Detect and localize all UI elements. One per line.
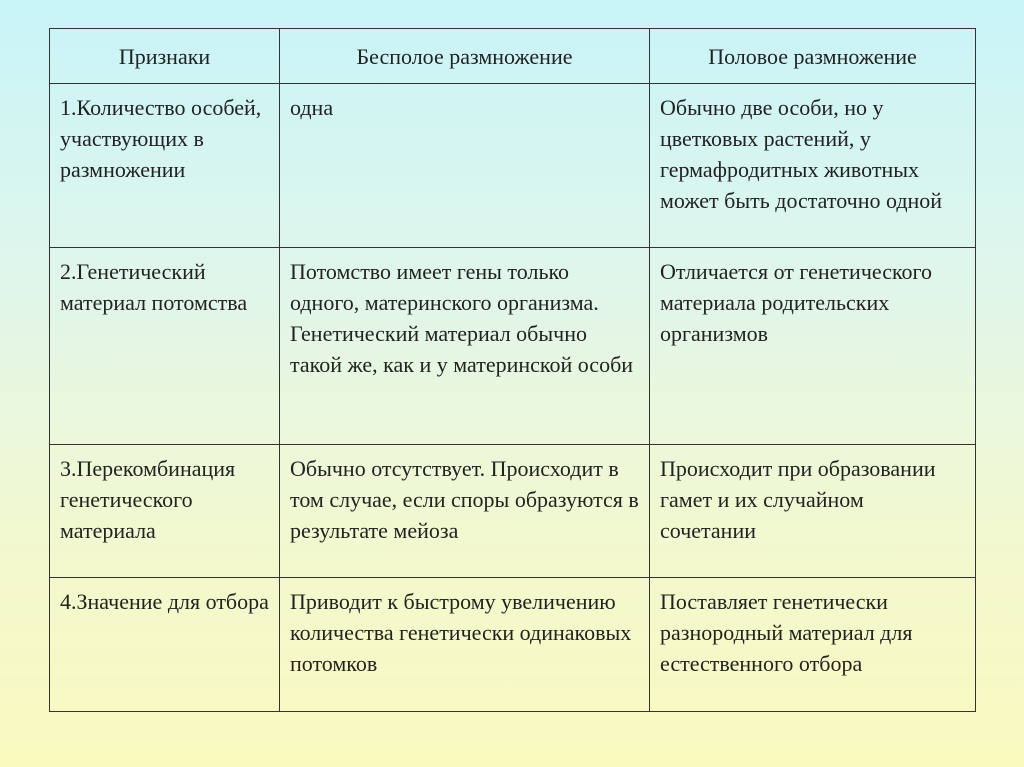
table-row bbox=[50, 445, 976, 578]
comparison-table bbox=[49, 28, 976, 712]
table-header-row bbox=[50, 29, 976, 84]
feature-cell: 1.Количество особей, участвующих в размножении bbox=[50, 84, 280, 248]
asexual-cell: Обычно отсутствует. Происходит в том случае, если споры образуются в результате мейоза bbox=[280, 445, 650, 578]
table-row bbox=[50, 578, 976, 712]
feature-cell: 3.Перекомбинация генетического материала bbox=[50, 445, 280, 578]
sexual-cell: Поставляет генетически разнородный материал для естественного отбора bbox=[650, 578, 976, 712]
sexual-cell: Отличается от генетического материала родительских организмов bbox=[650, 248, 976, 445]
feature-cell: 4.Значение для отбора bbox=[50, 578, 280, 712]
table-row bbox=[50, 84, 976, 248]
table-row bbox=[50, 248, 976, 445]
sexual-cell: Происходит при образовании гамет и их случайном сочетании bbox=[650, 445, 976, 578]
header-features: Признаки bbox=[50, 29, 280, 84]
header-asexual: Бесполое размножение bbox=[280, 29, 650, 84]
asexual-cell: Потомство имеет гены только одного, материнского организма. Генетический материал обычно такой же, как и у материнской особи bbox=[280, 248, 650, 445]
asexual-cell: Приводит к быстрому увеличению количества генетически одинаковых потомков bbox=[280, 578, 650, 712]
sexual-cell: Обычно две особи, но у цветковых растений, у гермафродитных животных может быть достаточно одной bbox=[650, 84, 976, 248]
header-sexual: Половое размножение bbox=[650, 29, 976, 84]
asexual-cell: одна bbox=[280, 84, 650, 248]
feature-cell: 2.Генетический материал потомства bbox=[50, 248, 280, 445]
